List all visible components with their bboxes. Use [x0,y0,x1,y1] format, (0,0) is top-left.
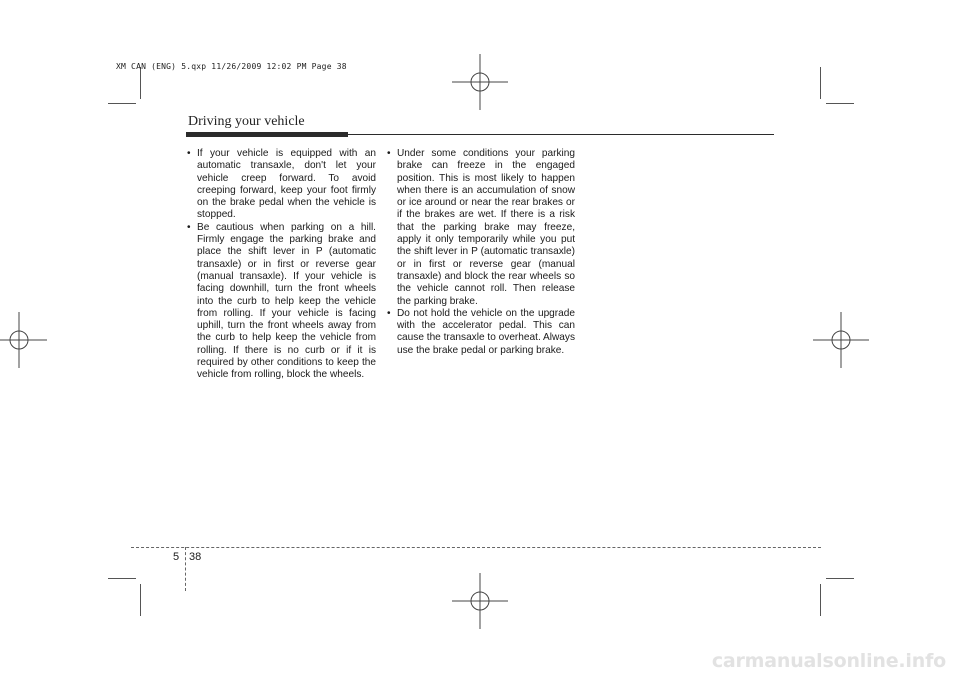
list-item [386,148,575,308]
crop-mark-top-right-h [826,103,854,104]
registration-mark-icon [452,54,508,110]
list-item-text: Be cautious when parking on a hill. Firmly engage the parking brake and place the shift lever in P (automatic transaxle) or in first or reverse gear (manual transaxle). If your vehicle is facing downhill, turn the front wheels into the curb to help keep the vehicle from rolling. If your vehicle is facing uphill, turn the front wheels away from the curb to help keep the vehicle from rolling. If there is no curb or if it is required by other conditions to keep the vehicle from rolling, block the wheels. [197,221,376,381]
crop-mark-bottom-left-h [108,578,136,579]
list-item [186,222,376,382]
left-column [186,148,376,382]
section-title: Driving your vehicle [188,114,305,129]
title-bar-thick [186,132,348,137]
page-number: 38 [189,551,202,563]
bullet-list [186,148,376,382]
registration-mark-icon [813,312,869,368]
list-item-text: Under some conditions your parking brake can freeze in the engaged position. This is most likely to happen when there is an accumulation of snow or ice around or near the rear brakes or if the brakes are wet. If there is a risk that the parking brake may freeze, apply it only temporarily while you put the shift lever in P (automatic transaxle) or in first or reverse gear (manual transaxle) and block the rear wheels so the vehicle cannot roll. Then release the parking brake. [397,148,575,307]
bullet-icon: • [387,307,391,319]
title-rule [348,134,774,135]
list-item-text: Do not hold the vehicle on the upgrade with the accelerator pedal. This can cause the transaxle to overheat. Always use the brake pedal or parking brake. [397,307,575,356]
right-column [386,148,575,357]
crop-mark-bottom-left-v [140,584,141,616]
bullet-icon: • [387,148,391,159]
crop-mark-bottom-right-h [826,578,854,579]
bullet-list [386,148,575,357]
footer-separator [185,547,186,591]
crop-mark-top-left-h [108,103,136,104]
watermark: carmanualsonline.info [711,650,946,672]
list-item [386,308,575,357]
bullet-icon: • [187,221,191,233]
chapter-number: 5 [173,551,180,563]
footer-rule [131,547,821,548]
crop-mark-bottom-right-v [820,584,821,616]
crop-mark-top-left-v [140,67,141,99]
slug-line: XM CAN (ENG) 5.qxp 11/26/2009 12:02 PM Page 38 [116,62,347,71]
crop-mark-top-right-v [820,67,821,99]
list-item [186,148,376,222]
registration-mark-icon [0,312,47,368]
registration-mark-icon [452,573,508,629]
list-item-text: If your vehicle is equipped with an automatic transaxle, don't let your vehicle creep forward. To avoid creeping forward, keep your foot firmly on the brake pedal when the vehicle is stopped. [197,148,376,221]
bullet-icon: • [187,148,191,159]
